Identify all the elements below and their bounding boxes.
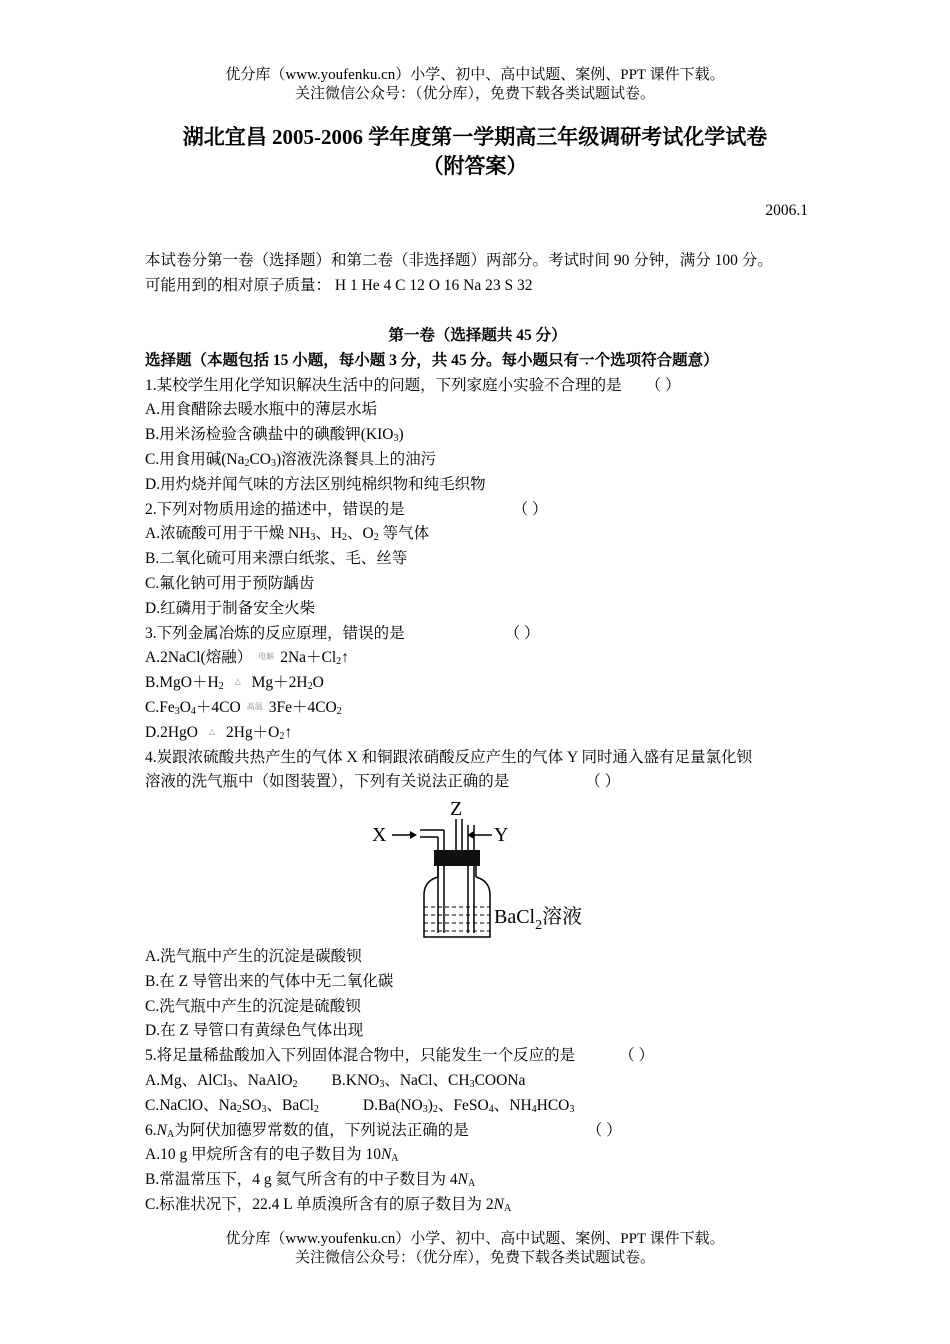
- question-text: 3.下列金属冶炼的反应原理，错误的是: [145, 624, 405, 642]
- gas-washing-bottle-figure: [368, 795, 588, 950]
- q5-option-d: $D.Ba(NO_3)_2$、FeSO$_4$、$NH_4HCO_3$: [362, 1096, 575, 1115]
- answer-blank: （ ）: [585, 773, 621, 791]
- q6-option-c: C.标准状况下，22.4 L 单质溴所含有的原子数目为 $2N_A$: [145, 1195, 512, 1214]
- q5-option-a: A.Mg、AlCl$_3$、NaAlO$_2$: [145, 1071, 298, 1090]
- header-line-1: 优分库（www.youfenku.cn）小学、初中、高中试题、案例、PPT 课件下载。: [225, 67, 725, 83]
- emphasis-char: 一: [579, 351, 595, 369]
- q3-stem: [145, 622, 810, 647]
- reaction-condition: △: [208, 726, 216, 736]
- q2-option-c: C.氟化钠可用于预防龋齿: [145, 574, 315, 592]
- emphasis-char: 个: [594, 351, 611, 369]
- q4-option-b: B.在 Z 导管出来的气体中无二氧化碳: [145, 972, 394, 990]
- reaction-condition: 电解: [258, 652, 275, 662]
- q4-stem-line-2: [145, 770, 810, 795]
- q5-stem: [145, 1044, 810, 1069]
- q5-option-c: C.NaClO、$Na_2SO_3$、BaCl$_2$: [145, 1096, 319, 1115]
- instruction-text: 选择题（本题包括 15 小题，每小题 3 分，共 45 分。每小题: [145, 351, 549, 369]
- answer-blank: （ ）: [645, 376, 681, 394]
- title-line-2: （附答案）: [422, 154, 528, 178]
- q5-options-cd: [145, 1094, 810, 1119]
- emphasis-char: 有: [563, 351, 580, 369]
- q2-option-a: A.浓硫酸可用于干燥 $NH_3$、$H_2$、$O_2$ 等气体: [145, 525, 430, 544]
- header-line-2: 关注微信公众号：（优分库），免费下载各类试题试卷。: [294, 86, 655, 102]
- q5-option-b: $B.KNO_3$、NaCl、$CH_3COONa$: [331, 1071, 526, 1090]
- exam-date: 2006.1: [765, 202, 808, 219]
- q4-option-a: A.洗气瓶中产生的沉淀是碳酸钡: [145, 948, 362, 965]
- title-line-1: 湖北宜昌 2005-2006 学年度第一学期高三年级调研考试化学试卷: [182, 125, 768, 149]
- section-one-continued: [145, 945, 810, 1218]
- q4-option-c: C.洗气瓶中产生的沉淀是硫酸钡: [145, 997, 361, 1015]
- q3-option-b: $B.MgO+H_2$ △ $Mg+2H_2O$: [145, 671, 810, 696]
- q2-option-d: D.红磷用于制备安全火柴: [145, 599, 316, 617]
- apparatus-diagram: [368, 795, 588, 945]
- footer-line-1: 优分库（www.youfenku.cn）小学、初中、高中试题、案例、PPT 课件下载。: [225, 1231, 725, 1247]
- q3-option-c: $C.Fe_3O_4+4CO$ 高温 $3Fe+4CO_2$: [145, 696, 810, 721]
- q2-option-b: B.二氧化硫可用来漂白纸浆、毛、丝等: [145, 550, 408, 568]
- intro-line-1: 本试卷分第一卷（选择题）和第二卷（非选择题）两部分。考试时间 90 分钟，满分 100 分。: [145, 252, 773, 269]
- q1-option-b: B.用米汤检验含碘盐中的碘酸钾$(KIO_3)$: [145, 426, 404, 445]
- section-one: [145, 324, 810, 795]
- footer-line-2: 关注微信公众号：（优分库），免费下载各类试题试卷。: [294, 1250, 655, 1266]
- q4-option-d: D.在 Z 导管口有黄绿色气体出现: [145, 1022, 364, 1040]
- label-y: Y: [494, 824, 509, 846]
- intro-line-2: 可能用到的相对原子质量： H 1 He 4 C 12 O 16 Na 23 S 32: [145, 276, 533, 294]
- q1-option-d: D.用灼烧并闻气味的方法区别纯棉织物和纯毛织物: [145, 475, 486, 493]
- q2-stem: [145, 498, 810, 523]
- question-text: 1.某校学生用化学知识解决生活中的问题，下列家庭小实验不合理的是: [145, 376, 622, 394]
- question-text: 5.将足量稀盐酸加入下列固体混合物中，只能发生一个反应的是: [145, 1047, 576, 1065]
- answer-blank: （ ）: [512, 500, 548, 518]
- answer-blank: （ ）: [619, 1047, 655, 1065]
- solution-label: BaCl$_2$溶液: [494, 906, 583, 933]
- section-heading: 第一卷（选择题共 45 分）: [388, 327, 567, 344]
- question-text: 溶液的洗气瓶中（如图装置），下列有关说法正确的是: [145, 773, 510, 791]
- q1-stem: [145, 374, 810, 399]
- q1-option-a: A.用食醋除去暖水瓶中的薄层水垢: [145, 401, 378, 419]
- q6-stem: $6.N_A$为阿伏加德罗常数的值，下列说法正确的是 （ ）: [145, 1119, 810, 1144]
- q1-option-c: C.用食用碱$(Na_2CO_3)$溶液洗涤餐具上的油污: [145, 450, 437, 469]
- reaction-condition: 高温: [246, 701, 263, 711]
- page-title: [0, 123, 950, 181]
- section-instruction: [145, 349, 810, 374]
- q4-stem-line-1: 4.炭跟浓硫酸共热产生的气体 X 和铜跟浓硝酸反应产生的气体 Y 同时通入盛有足量氯化钡: [145, 748, 752, 766]
- q3-option-d: D.2HgO △ $2Hg+O_2↑$: [145, 721, 810, 746]
- question-text: 2.下列对物质用途的描述中，错误的是: [145, 500, 405, 518]
- q3-option-a: A.2NaCl(熔融） 电解 $2Na+Cl_2↑$: [145, 646, 810, 671]
- q6-option-a: A.10 g 甲烷所含有的电子数目为 $10N_A$: [145, 1146, 399, 1165]
- answer-blank: （ ）: [586, 1121, 622, 1139]
- reaction-condition: △: [234, 677, 241, 687]
- intro: [145, 249, 810, 299]
- emphasis-char: 只: [548, 351, 564, 369]
- q6-option-b: B.常温常压下，4 g 氦气所含有的中子数目为 $4N_A$: [145, 1171, 476, 1190]
- label-z: Z: [450, 798, 463, 820]
- q5-options-ab: [145, 1069, 810, 1094]
- instruction-text: 选项符合题意）: [610, 351, 719, 369]
- answer-blank: （ ）: [504, 624, 540, 642]
- label-x: X: [372, 824, 387, 846]
